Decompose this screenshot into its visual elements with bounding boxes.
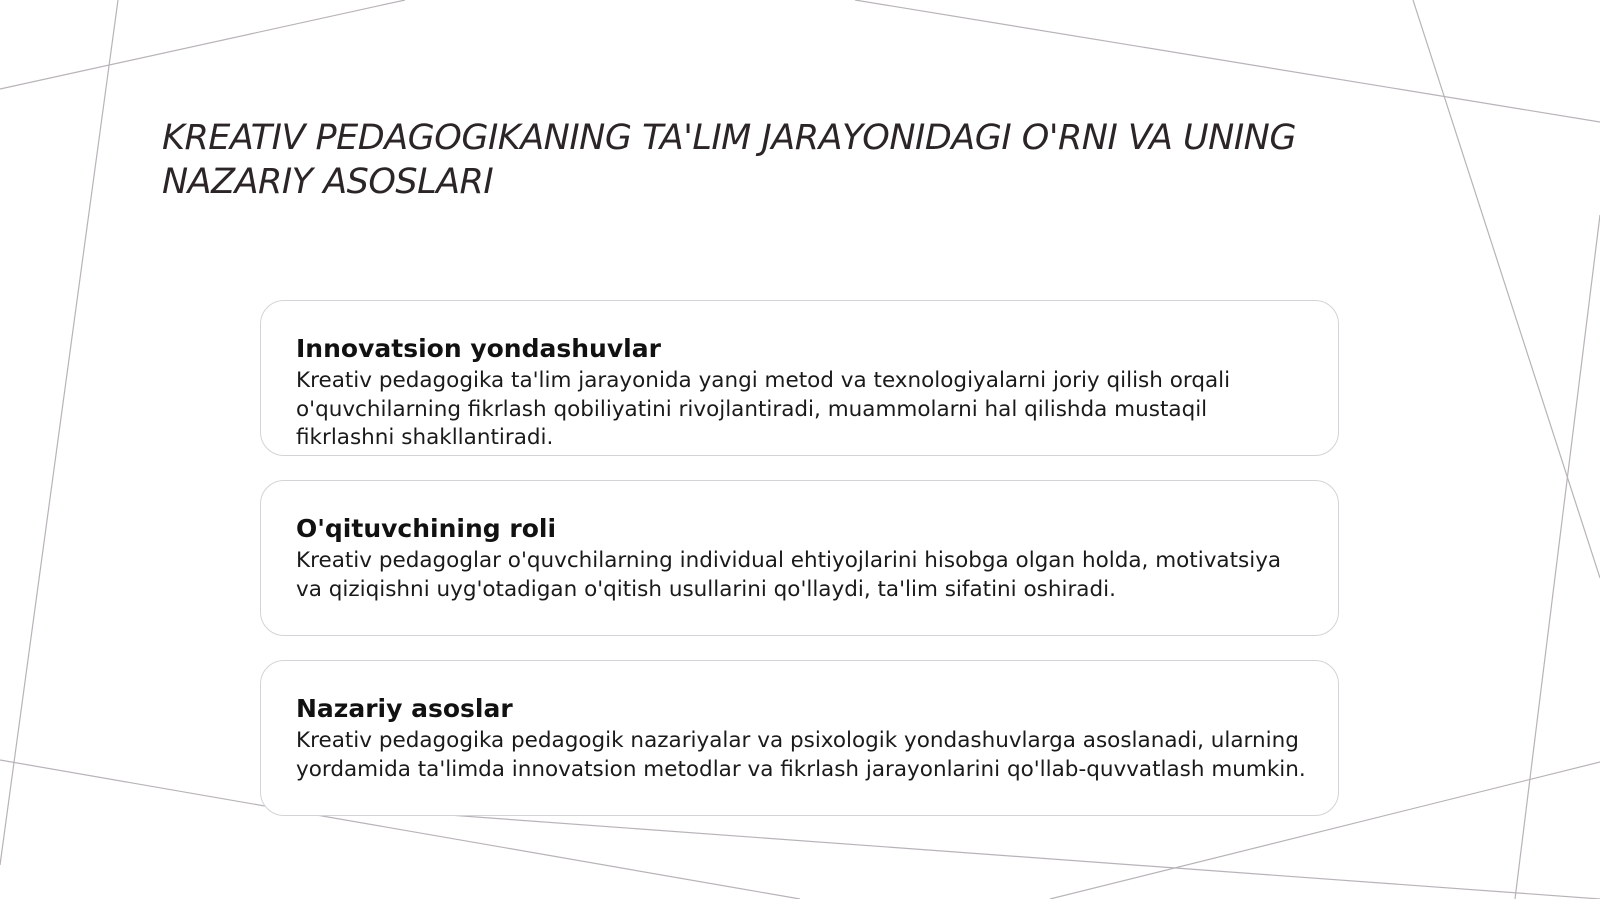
decor-line (0, 0, 405, 89)
card-text: Kreativ pedagogika ta'lim jarayonida yangi metod va texnologiyalarni joriy qilish orqali o'quvchilarning fikrlash qobiliyatini rivojlantiradi, muammolarni hal qilishda mustaqil fikrlashni shakllantiradi. (296, 368, 1231, 450)
card-theoretical-foundations (260, 660, 1339, 816)
decor-line (855, 0, 1600, 122)
card-innovative-approaches (260, 300, 1339, 456)
slide-title: KREATIV PEDAGOGIKANING TA'LIM JARAYONIDAGI O'RNI VA UNING NAZARIY ASOSLARI (162, 118, 1296, 202)
card-heading: Innovatsion yondashuvlar (296, 334, 661, 363)
decor-line (1515, 215, 1600, 899)
content-cards (260, 300, 1339, 840)
card-heading: Nazariy asoslar (296, 694, 513, 723)
decor-line (1413, 0, 1600, 578)
card-text: Kreativ pedagoglar o'quvchilarning individual ehtiyojlarini hisobga olgan holda, motivatsiya va qiziqishni uyg'otadigan o'qitish usullarini qo'llaydi, ta'lim sifatini oshiradi. (296, 548, 1282, 602)
card-heading: O'qituvchining roli (296, 514, 557, 543)
decor-line (0, 0, 118, 865)
card-teacher-role (260, 480, 1339, 636)
card-text: Kreativ pedagogika pedagogik nazariyalar va psixologik yondashuvlarga asoslanadi, ularning yordamida ta'limda innovatsion metodlar va fikrlash jarayonlarini qo'llab-quvvatlash mumkin. (296, 728, 1306, 782)
